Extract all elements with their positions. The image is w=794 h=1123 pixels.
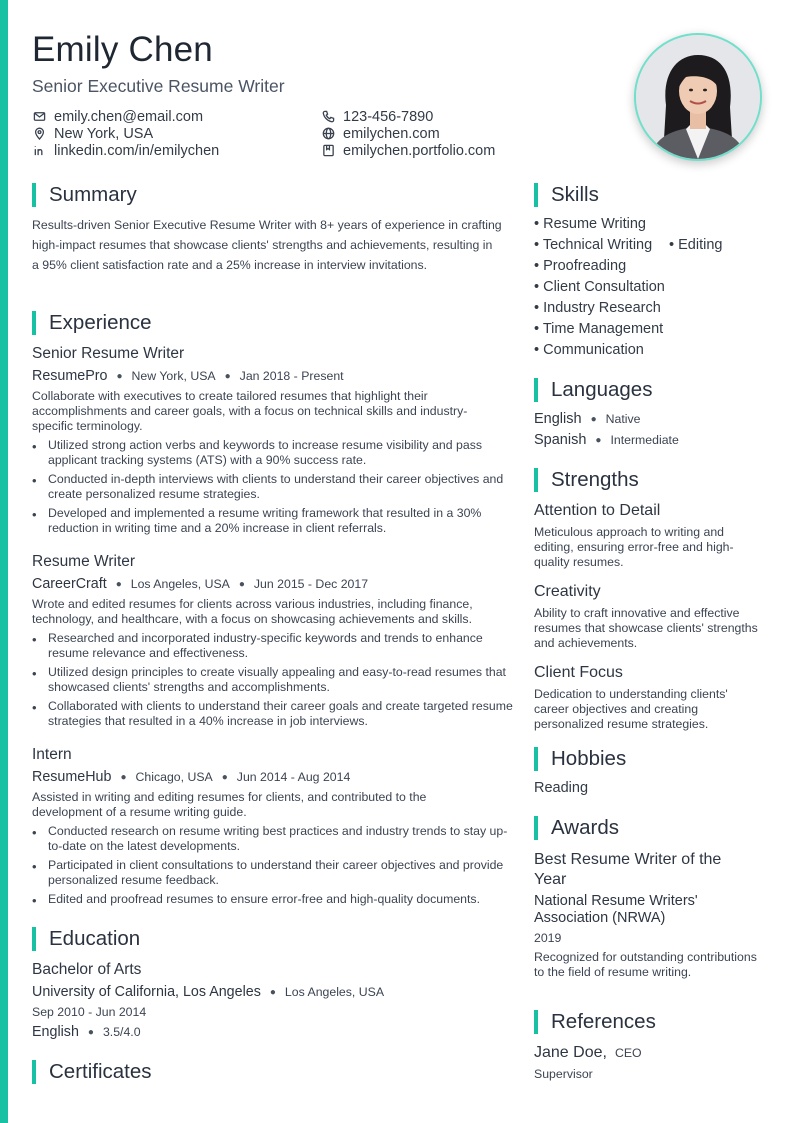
strength-text: Ability to craft innovative and effective resumes that showcase clients' strengths and achievements. (534, 606, 758, 650)
profile-photo (634, 33, 762, 161)
heading-accent (32, 311, 36, 335)
strength-title: Attention to Detail (534, 502, 661, 519)
job-title: Senior Resume Writer (32, 345, 185, 362)
language-name: Spanish (534, 432, 587, 448)
skill-item: • Proofreading (534, 258, 627, 274)
education-gpa: 3.5/4.0 (102, 1025, 141, 1039)
language-level: Native (605, 412, 641, 426)
language-level: Intermediate (610, 433, 679, 447)
language-item (534, 432, 679, 448)
job-dates: Jan 2018 - Present (239, 369, 344, 383)
separator-dot: ● (116, 370, 123, 382)
references-heading-text: References (551, 1010, 656, 1033)
email-icon (32, 110, 46, 124)
languages-heading-text: Languages (551, 378, 653, 401)
awards-heading-text: Awards (551, 816, 619, 839)
separator-dot: ● (590, 413, 597, 425)
job-meta (32, 769, 350, 785)
reference-name-row (534, 1044, 642, 1062)
contact-phone[interactable] (321, 108, 495, 125)
education-major: English (32, 1024, 79, 1040)
separator-dot: ● (238, 578, 245, 590)
heading-accent (32, 927, 36, 951)
languages-heading (534, 378, 652, 402)
job-meta (32, 368, 344, 384)
list-item: • Utilized strong action verbs and keywords to increase resume visibility and pass applicant tracking systems (ATS) with a 90% success rate. (32, 438, 514, 468)
phone-text: 123-456-7890 (343, 108, 434, 125)
heading-accent (32, 183, 36, 207)
skill-label: Industry Research (543, 300, 661, 316)
skill-item: • Industry Research (534, 300, 661, 316)
list-item: • Conducted in-depth interviews with clients to understand their career objectives and create personalized resume strategies. (32, 472, 514, 502)
awards-heading (534, 816, 619, 840)
heading-accent (534, 747, 538, 771)
skill-label: Editing (678, 237, 723, 253)
globe-icon (321, 127, 335, 141)
school-meta (32, 984, 384, 1000)
job-location: New York, USA (131, 369, 216, 383)
job-description: Assisted in writing and editing resumes for clients, and contributed to the development of a resume writing guide. (32, 790, 427, 819)
location-icon (32, 127, 46, 141)
skill-item: • Editing (669, 237, 723, 253)
profile-photo-image (636, 35, 760, 159)
job-dates: Jun 2014 - Aug 2014 (236, 770, 351, 784)
contact-email[interactable] (32, 108, 219, 125)
language-name: English (534, 411, 582, 427)
experience-heading-text: Experience (49, 311, 152, 334)
award-description: Recognized for outstanding contributions to the field of resume writing. (534, 950, 757, 979)
job-bullets (32, 438, 514, 540)
separator-dot: ● (115, 578, 122, 590)
references-heading (534, 1010, 656, 1034)
education-dates: Sep 2010 - Jun 2014 (32, 1005, 147, 1019)
award-organization: National Resume Writers' Association (NRWA) (534, 893, 698, 926)
school-name: University of California, Los Angeles (32, 984, 261, 1000)
contact-portfolio[interactable] (321, 142, 495, 159)
separator-dot: ● (120, 771, 127, 783)
website-text: emilychen.com (343, 125, 440, 142)
heading-accent (534, 816, 538, 840)
heading-accent (32, 1060, 36, 1084)
summary-text: Results-driven Senior Executive Resume Writer with 8+ years of experience in crafting high-impact resumes that showcase clients' strengths and achievements, resulting in a 95% client satisfaction rate and a 25% increase in interview invitations. (32, 218, 502, 272)
job-description: Collaborate with executives to create tailored resumes that highlight their accomplishments and career goals, with a focus on technical skills and industry-specific terminology. (32, 389, 468, 433)
list-item: • Developed and implemented a resume writing framework that resulted in a 30% reduction in writing time and a 20% increase in client referrals. (32, 506, 514, 536)
strengths-heading-text: Strengths (551, 468, 639, 491)
contact-linkedin[interactable] (32, 142, 219, 159)
strength-title: Client Focus (534, 664, 623, 681)
separator-dot: ● (221, 771, 228, 783)
list-item: • Researched and incorporated industry-specific keywords and trends to enhance resume relevance and effectiveness. (32, 631, 514, 661)
job-bullets (32, 824, 514, 911)
contact-website[interactable] (321, 125, 495, 142)
candidate-title: Senior Executive Resume Writer (32, 76, 285, 96)
skill-item: • Client Consultation (534, 279, 665, 295)
phone-icon (321, 110, 335, 124)
school-location: Los Angeles, USA (284, 985, 385, 999)
separator-dot: ● (224, 370, 231, 382)
job-description: Wrote and edited resumes for clients across various industries, including finance, technology, and healthcare, with a focus on showcasing achievements and skills. (32, 597, 473, 626)
linkedin-text: linkedin.com/in/emilychen (54, 142, 220, 159)
education-major-row (32, 1024, 141, 1040)
separator-dot: ● (269, 986, 276, 998)
job-location: Los Angeles, USA (130, 577, 230, 591)
contact-list-right (321, 108, 495, 159)
contact-list-left (32, 108, 219, 159)
hobby-item: Reading (534, 780, 589, 796)
job-meta (32, 576, 368, 592)
location-text: New York, USA (54, 125, 154, 142)
company-name: CareerCraft (32, 576, 107, 592)
strength-text: Dedication to understanding clients' career objectives and creating personalized resume strategies. (534, 687, 728, 731)
education-heading-text: Education (49, 927, 141, 950)
certificates-heading (32, 1060, 152, 1084)
skill-item: • Communication (534, 342, 644, 358)
skill-item: • Technical Writing (534, 237, 653, 253)
contact-location (32, 125, 219, 142)
list-item: • Utilized design principles to create visually appealing and easy-to-read resumes that showcased clients' strengths and accomplishments. (32, 665, 514, 695)
separator-dot: ● (87, 1026, 94, 1038)
certificates-heading-text: Certificates (49, 1060, 152, 1083)
reference-role: CEO (614, 1046, 642, 1060)
company-name: ResumeHub (32, 769, 112, 785)
degree-title: Bachelor of Arts (32, 961, 142, 978)
skill-item: • Resume Writing (534, 216, 646, 232)
list-item: • Conducted research on resume writing best practices and industry trends to stay up-to-date on the latest developments. (32, 824, 514, 854)
email-text: emily.chen@email.com (54, 108, 204, 125)
summary-heading (32, 183, 137, 207)
skill-label: Communication (543, 342, 644, 358)
skills-heading (534, 183, 599, 207)
experience-heading (32, 311, 152, 335)
list-item: • Participated in client consultations to understand their career objectives and provide personalized resume feedback. (32, 858, 514, 888)
strength-title: Creativity (534, 583, 601, 600)
linkedin-icon (32, 144, 46, 158)
job-bullets (32, 631, 514, 733)
heading-accent (534, 183, 538, 207)
heading-accent (534, 378, 538, 402)
reference-relation: Supervisor (534, 1067, 593, 1081)
list-item: • Edited and proofread resumes to ensure error-free and high-quality documents. (32, 892, 514, 907)
skill-label: Resume Writing (543, 216, 646, 232)
portfolio-icon (321, 144, 335, 158)
award-title: Best Resume Writer of the Year (534, 851, 722, 888)
strengths-heading (534, 468, 639, 492)
hobbies-heading-text: Hobbies (551, 747, 627, 770)
job-title: Resume Writer (32, 553, 136, 570)
skills-heading-text: Skills (551, 183, 599, 206)
education-heading (32, 927, 140, 951)
skill-label: Technical Writing (542, 237, 653, 253)
skill-label: Time Management (542, 321, 664, 337)
skill-label: Proofreading (543, 258, 627, 274)
heading-accent (534, 468, 538, 492)
left-accent-bar (0, 0, 8, 1123)
candidate-name: Emily Chen (32, 30, 213, 69)
award-year: 2019 (534, 931, 562, 945)
reference-name: Jane Doe, (534, 1044, 607, 1061)
strength-text: Meticulous approach to writing and editing, ensuring error-free and high-quality resumes. (534, 525, 734, 569)
company-name: ResumePro (32, 368, 108, 384)
skill-item: • Time Management (534, 321, 664, 337)
portfolio-text: emilychen.portfolio.com (343, 142, 496, 159)
skill-label: Client Consultation (543, 279, 665, 295)
language-item (534, 411, 640, 427)
list-item: • Collaborated with clients to understand their career goals and create targeted resume strategies that resulted in a 40% increase in job interviews. (32, 699, 514, 729)
separator-dot: ● (595, 434, 602, 446)
hobbies-heading (534, 747, 626, 771)
job-location: Chicago, USA (135, 770, 213, 784)
summary-heading-text: Summary (49, 183, 137, 206)
job-title: Intern (32, 746, 72, 763)
job-dates: Jun 2015 - Dec 2017 (253, 577, 369, 591)
heading-accent (534, 1010, 538, 1034)
